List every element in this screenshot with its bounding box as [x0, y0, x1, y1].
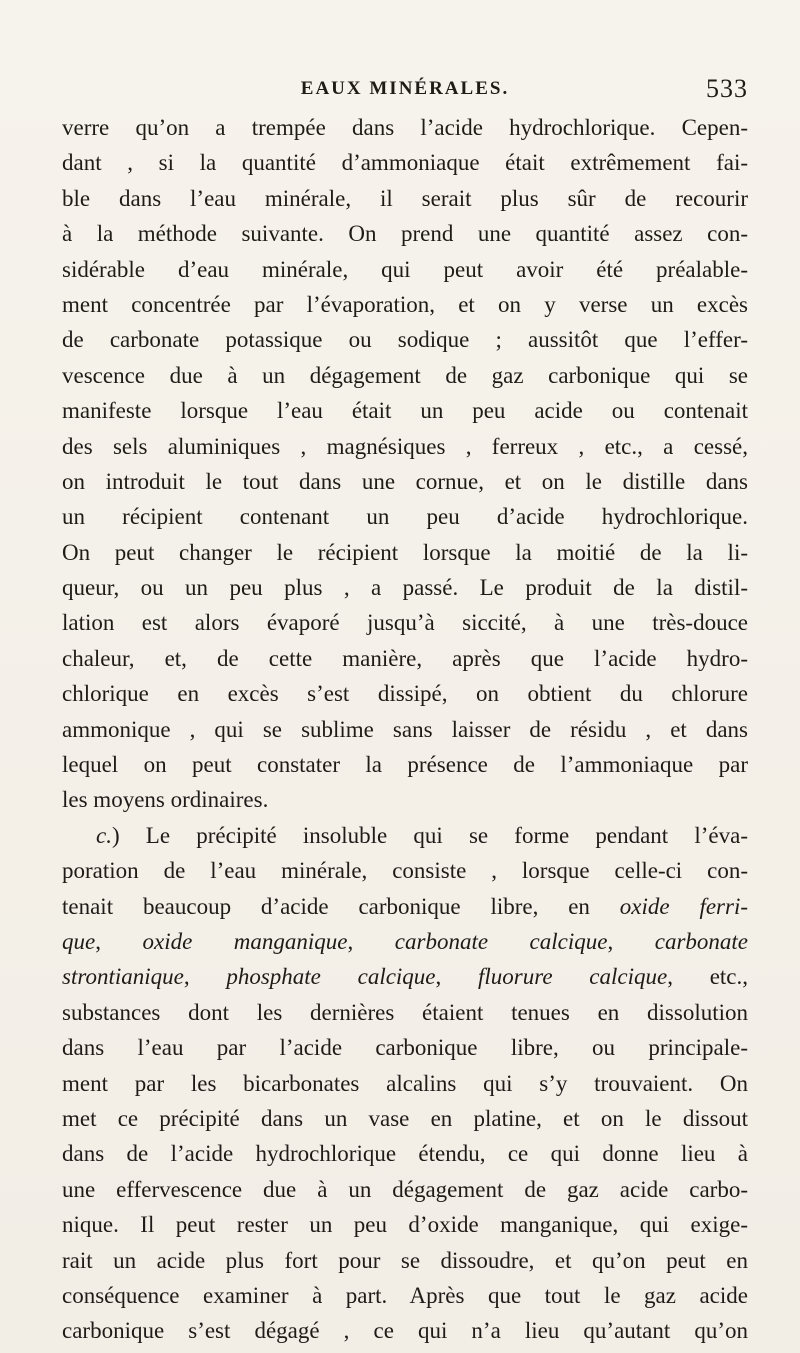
- text-line: On peut changer le récipient lorsque la moitié de la li-: [62, 539, 748, 565]
- text-line: lation est alors évaporé jusqu’à siccité, à une très-douce: [62, 610, 748, 636]
- text-fragment: ,: [95, 928, 143, 954]
- italic-term: oxide ferri-: [619, 893, 748, 919]
- text-line: [62, 959, 748, 994]
- text-line: substances dont les dernières étaient tenues en dissolution: [62, 999, 748, 1025]
- text-line: ble dans l’eau minérale, il serait plus sûr de recourir: [62, 185, 748, 211]
- text-line: [62, 818, 748, 853]
- text-line: queur, ou un peu plus , a passé. Le produit de la distil-: [62, 575, 748, 601]
- page-number: 533: [706, 74, 748, 103]
- text-fragment: ,: [347, 928, 395, 954]
- running-title: EAUX MINÉRALES.: [300, 78, 510, 99]
- text-line: manifeste lorsque l’eau était un peu acide ou contenait: [62, 398, 748, 424]
- text-line: ment concentrée par l’évaporation, et on y verse un excès: [62, 291, 748, 317]
- italic-term: oxide manganique: [142, 928, 348, 954]
- text-line: verre qu’on a trempée dans l’acide hydrochlorique. Cepen-: [62, 115, 748, 140]
- paragraph-label: c.: [96, 822, 112, 848]
- text-fragment: ) Le précipité insoluble qui se forme pendant l’éva-: [111, 822, 748, 848]
- italic-term: phosphate calcique: [226, 964, 436, 990]
- text-line: ammonique , qui se sublime sans laisser de résidu , et dans: [62, 716, 748, 742]
- text-line: met ce précipité dans un vase en platine, et on le dissout: [62, 1105, 748, 1131]
- text-line: lequel on peut constater la présence de l’ammoniaque par: [62, 752, 748, 778]
- text-line: de carbonate potassique ou sodique ; aussitôt que l’effer-: [62, 327, 748, 353]
- italic-term: strontianique: [62, 964, 184, 990]
- text-line: carbonique s’est dégagé , ce qui n’a lieu qu’autant qu’on: [62, 1318, 748, 1344]
- text-line: chlorique en excès s’est dissipé, on obtient du chlorure: [62, 681, 748, 707]
- text-line: [62, 889, 748, 924]
- text-line: rait un acide plus fort pour se dissoudre, et qu’on peut en: [62, 1247, 748, 1273]
- text-line: les moyens ordinaires.: [62, 787, 269, 813]
- text-line: vescence due à un dégagement de gaz carbonique qui se: [62, 362, 748, 388]
- italic-term: fluorure calcique: [478, 964, 668, 990]
- text-line: à la méthode suivante. On prend une quantité assez con-: [62, 221, 748, 247]
- text-fragment: tenait beaucoup d’acide carbonique libre, en: [62, 893, 620, 919]
- text-line: dans l’eau par l’acide carbonique libre, ou principale-: [62, 1035, 748, 1061]
- italic-term: carbonate: [654, 928, 748, 954]
- body-text: [62, 110, 748, 1349]
- italic-term: que: [62, 928, 96, 954]
- text-fragment: ,: [183, 964, 227, 990]
- text-line: chaleur, et, de cette manière, après que l’acide hydro-: [62, 645, 748, 671]
- text-line: une effervescence due à un dégagement de gaz acide carbo-: [62, 1176, 748, 1202]
- text-line: dant , si la quantité d’ammoniaque était extrêmement fai-: [62, 150, 748, 176]
- text-line: nique. Il peut rester un peu d’oxide manganique, qui exige-: [62, 1212, 748, 1238]
- text-line: un récipient contenant un peu d’acide hydrochlorique.: [62, 504, 748, 530]
- text-line: sidérable d’eau minérale, qui peut avoir été préalable-: [62, 256, 748, 282]
- text-line: poration de l’eau minérale, consiste , lorsque celle-ci con-: [62, 858, 748, 884]
- text-fragment: , etc.,: [667, 964, 748, 990]
- text-line: on introduit le tout dans une cornue, et on le distille dans: [62, 468, 748, 494]
- text-fragment: ,: [435, 964, 479, 990]
- text-line: [62, 924, 748, 959]
- page-header: [62, 74, 748, 112]
- text-line: conséquence examiner à part. Après que tout le gaz acide: [62, 1282, 748, 1308]
- italic-term: carbonate calcique: [394, 928, 608, 954]
- text-line: ment par les bicarbonates alcalins qui s’y trouvaient. On: [62, 1070, 748, 1096]
- text-fragment: ,: [607, 928, 655, 954]
- text-line: des sels aluminiques , magnésiques , ferreux , etc., a cessé,: [62, 433, 748, 459]
- text-line: dans de l’acide hydrochlorique étendu, ce qui donne lieu à: [62, 1141, 748, 1167]
